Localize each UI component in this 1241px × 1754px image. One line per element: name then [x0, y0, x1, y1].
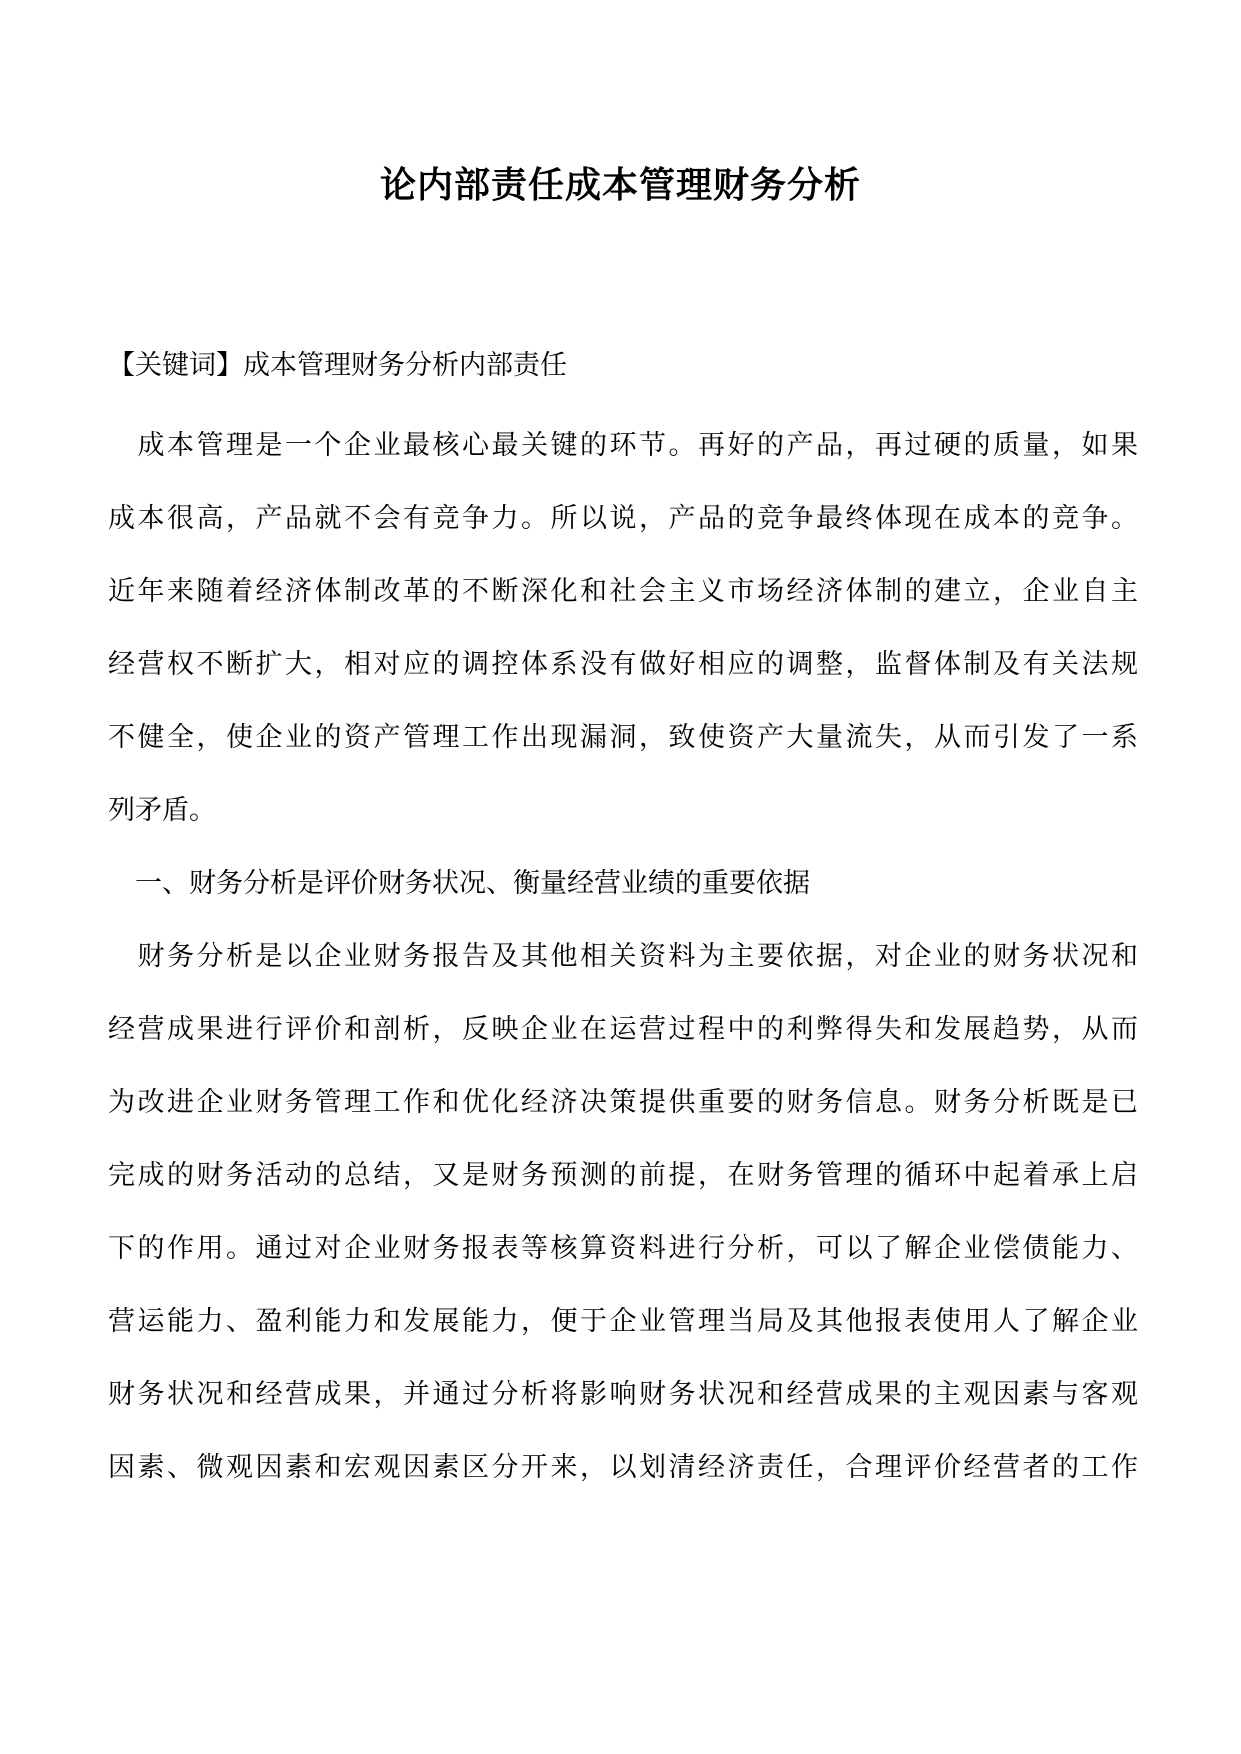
- paragraph-2-line-4: 完成的财务活动的总结，又是财务预测的前提，在财务管理的循环中起着承上启: [108, 1160, 1138, 1191]
- paragraph-1-line-2: 成本很高，产品就不会有竞争力。所以说，产品的竞争最终体现在成本的竞争。: [108, 503, 1138, 534]
- paragraph-2-line-7: 财务状况和经营成果，并通过分析将影响财务状况和经营成果的主观因素与客观: [108, 1379, 1138, 1410]
- paragraph-2-line-2: 经营成果进行评价和剖析，反映企业在运营过程中的利弊得失和发展趋势，从而: [108, 1014, 1138, 1045]
- paragraph-2-line-8: 因素、微观因素和宏观因素区分开来，以划清经济责任，合理评价经营者的工作: [108, 1452, 1138, 1483]
- paragraph-1-line-6: 列矛盾。: [108, 795, 216, 826]
- section-heading-1: 一、财务分析是评价财务状况、衡量经营业绩的重要依据: [108, 868, 810, 899]
- paragraph-2-line-6: 营运能力、盈利能力和发展能力，便于企业管理当局及其他报表使用人了解企业: [108, 1306, 1138, 1337]
- paragraph-2-line-1: 财务分析是以企业财务报告及其他相关资料为主要依据，对企业的财务状况和: [108, 941, 1138, 972]
- paragraph-1-line-1: 成本管理是一个企业最核心最关键的环节。再好的产品，再过硬的质量，如果: [108, 430, 1138, 461]
- document-title: 论内部责任成本管理财务分析: [379, 165, 861, 206]
- paragraph-1-line-4: 经营权不断扩大，相对应的调控体系没有做好相应的调整，监督体制及有关法规: [108, 649, 1138, 680]
- paragraph-1-line-5: 不健全，使企业的资产管理工作出现漏洞，致使资产大量流失，从而引发了一系: [108, 722, 1138, 753]
- paragraph-1-line-3: 近年来随着经济体制改革的不断深化和社会主义市场经济体制的建立，企业自主: [108, 576, 1138, 607]
- paragraph-2-line-3: 为改进企业财务管理工作和优化经济决策提供重要的财务信息。财务分析既是已: [108, 1087, 1138, 1118]
- paragraph-2-line-5: 下的作用。通过对企业财务报表等核算资料进行分析，可以了解企业偿债能力、: [108, 1233, 1138, 1264]
- keywords-line: 【关键词】成本管理财务分析内部责任: [108, 350, 567, 381]
